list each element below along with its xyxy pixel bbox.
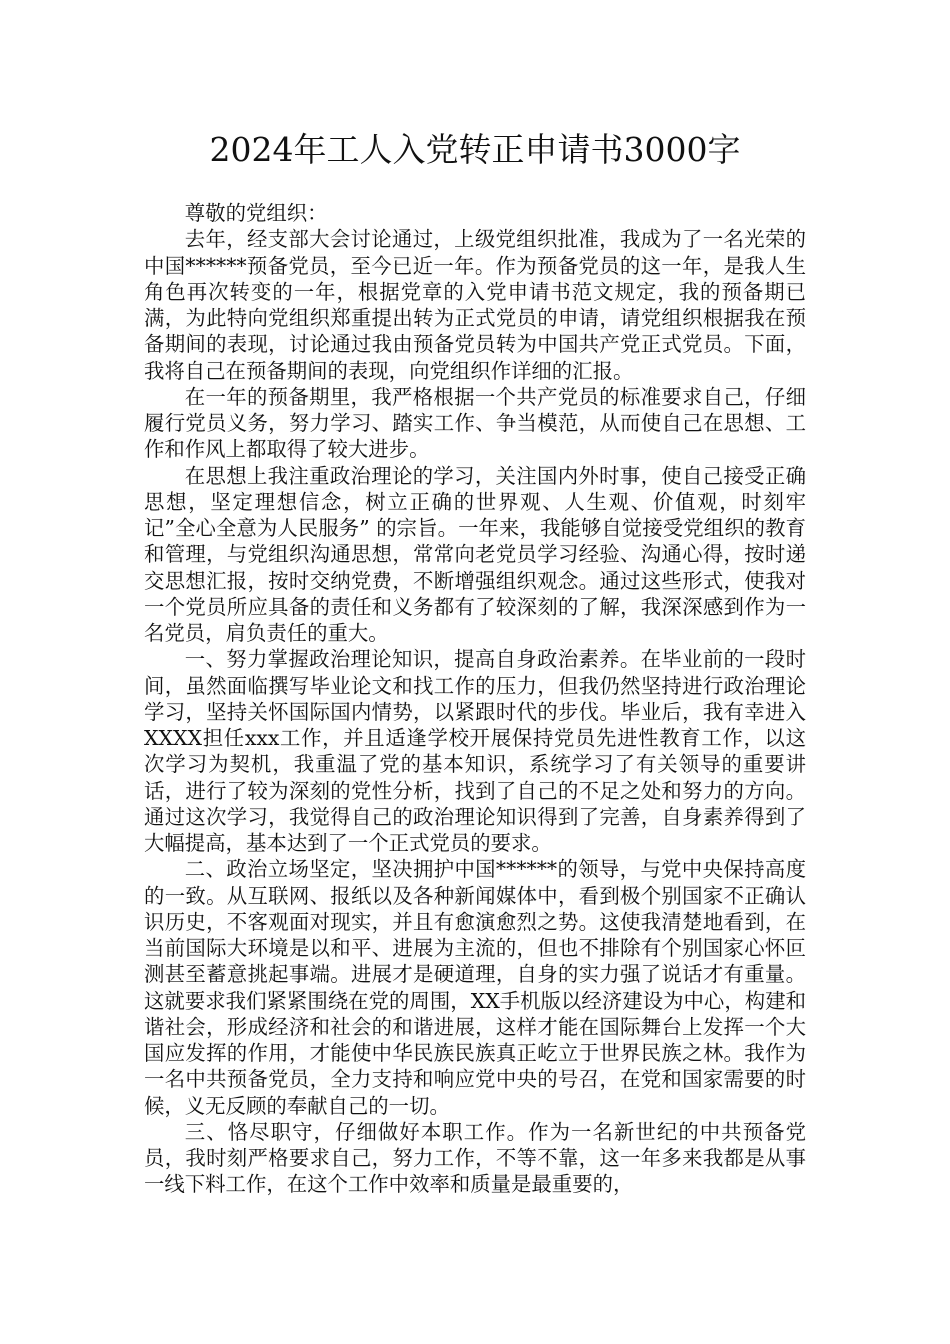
paragraph-4: 一、努力掌握政治理论知识，提高自身政治素养。在毕业前的一段时间，虽然面临撰写毕业论文和找工作的压力，但我仍然坚持进行政治理论学习，坚持关怀国际国内情势，以紧跟时代的步伐。毕业后，我有幸进入XXXX担任xxx工作，并且适逢学校开展保持党员先进性教育工作，以这次学习为契机，我重温了党的基本知识，系统学习了有关领导的重要讲话，进行了较为深刻的党性分析，找到了自己的不足之处和努力的方向。通过这次学习，我觉得自己的政治理论知识得到了完善，自身素养得到了大幅提高，基本达到了一个正式党员的要求。 [144,647,806,855]
paragraph-5: 二、政治立场坚定，坚决拥护中国******的领导，与党中央保持高度的一致。从互联网、报纸以及各种新闻媒体中，看到极个别国家不正确认识历史，不客观面对现实，并且有愈演愈烈之势。这使我清楚地看到，在当前国际大环境是以和平、进展为主流的，但也不排除有个别国家心怀叵测甚至蓄意挑起事端。进展才是硬道理，自身的实力强了说话才有重量。这就要求我们紧紧围绕在党的周围，XX手机版以经济建设为中心，构建和谐社会，形成经济和社会的和谐进展，这样才能在国际舞台上发挥一个大国应发挥的作用，才能使中华民族民族真正屹立于世界民族之林。我作为一名中共预备党员，全力支持和响应党中央的号召，在党和国家需要的时候，义无反顾的奉献自己的一切。 [144,857,806,1118]
paragraph-2: 在一年的预备期里，我严格根据一个共产党员的标准要求自己，仔细履行党员义务，努力学习、踏实工作、争当模范，从而使自己在思想、工作和作风上都取得了较大进步。 [144,384,806,462]
greeting-line: 尊敬的党组织： [184,201,328,225]
paragraph-3: 在思想上我注重政治理论的学习，关注国内外时事，使自己接受正确思想，坚定理想信念，树立正确的世界观、人生观、价值观，时刻牢记”全心全意为人民服务” 的宗旨。一年来，我能够自觉接受党组织的教育和管理，与党组织沟通思想，常常向老党员学习经验、沟通心得，按时递交思想汇报，按时交纳党费，不断增强组织观念。通过这些形式，使我对一个党员所应具备的责任和义务都有了较深刻的了解，我深深感到作为一名党员，肩负责任的重大。 [144,463,806,645]
document-title: 2024年工人入党转正申请书3000字 [209,130,741,169]
paragraph-6: 三、恪尽职守，仔细做好本职工作。作为一名新世纪的中共预备党员，我时刻严格要求自己，努力工作，不等不靠，这一年多来我都是从事一线下料工作，在这个工作中效率和质量是最重要的， [144,1119,806,1197]
document-body [144,200,806,1198]
paragraph-1: 去年，经支部大会讨论通过，上级党组织批准，我成为了一名光荣的中国******预备党员，至今已近一年。作为预备党员的这一年，是我人生角色再次转变的一年，根据党章的入党申请书范文规定，我的预备期已满，为此特向党组织郑重提出转为正式党员的申请，请党组织根据我在预备期间的表现，讨论通过我由预备党员转为中国共产党正式党员。下面，我将自己在预备期间的表现，向党组织作详细的汇报。 [144,227,806,383]
